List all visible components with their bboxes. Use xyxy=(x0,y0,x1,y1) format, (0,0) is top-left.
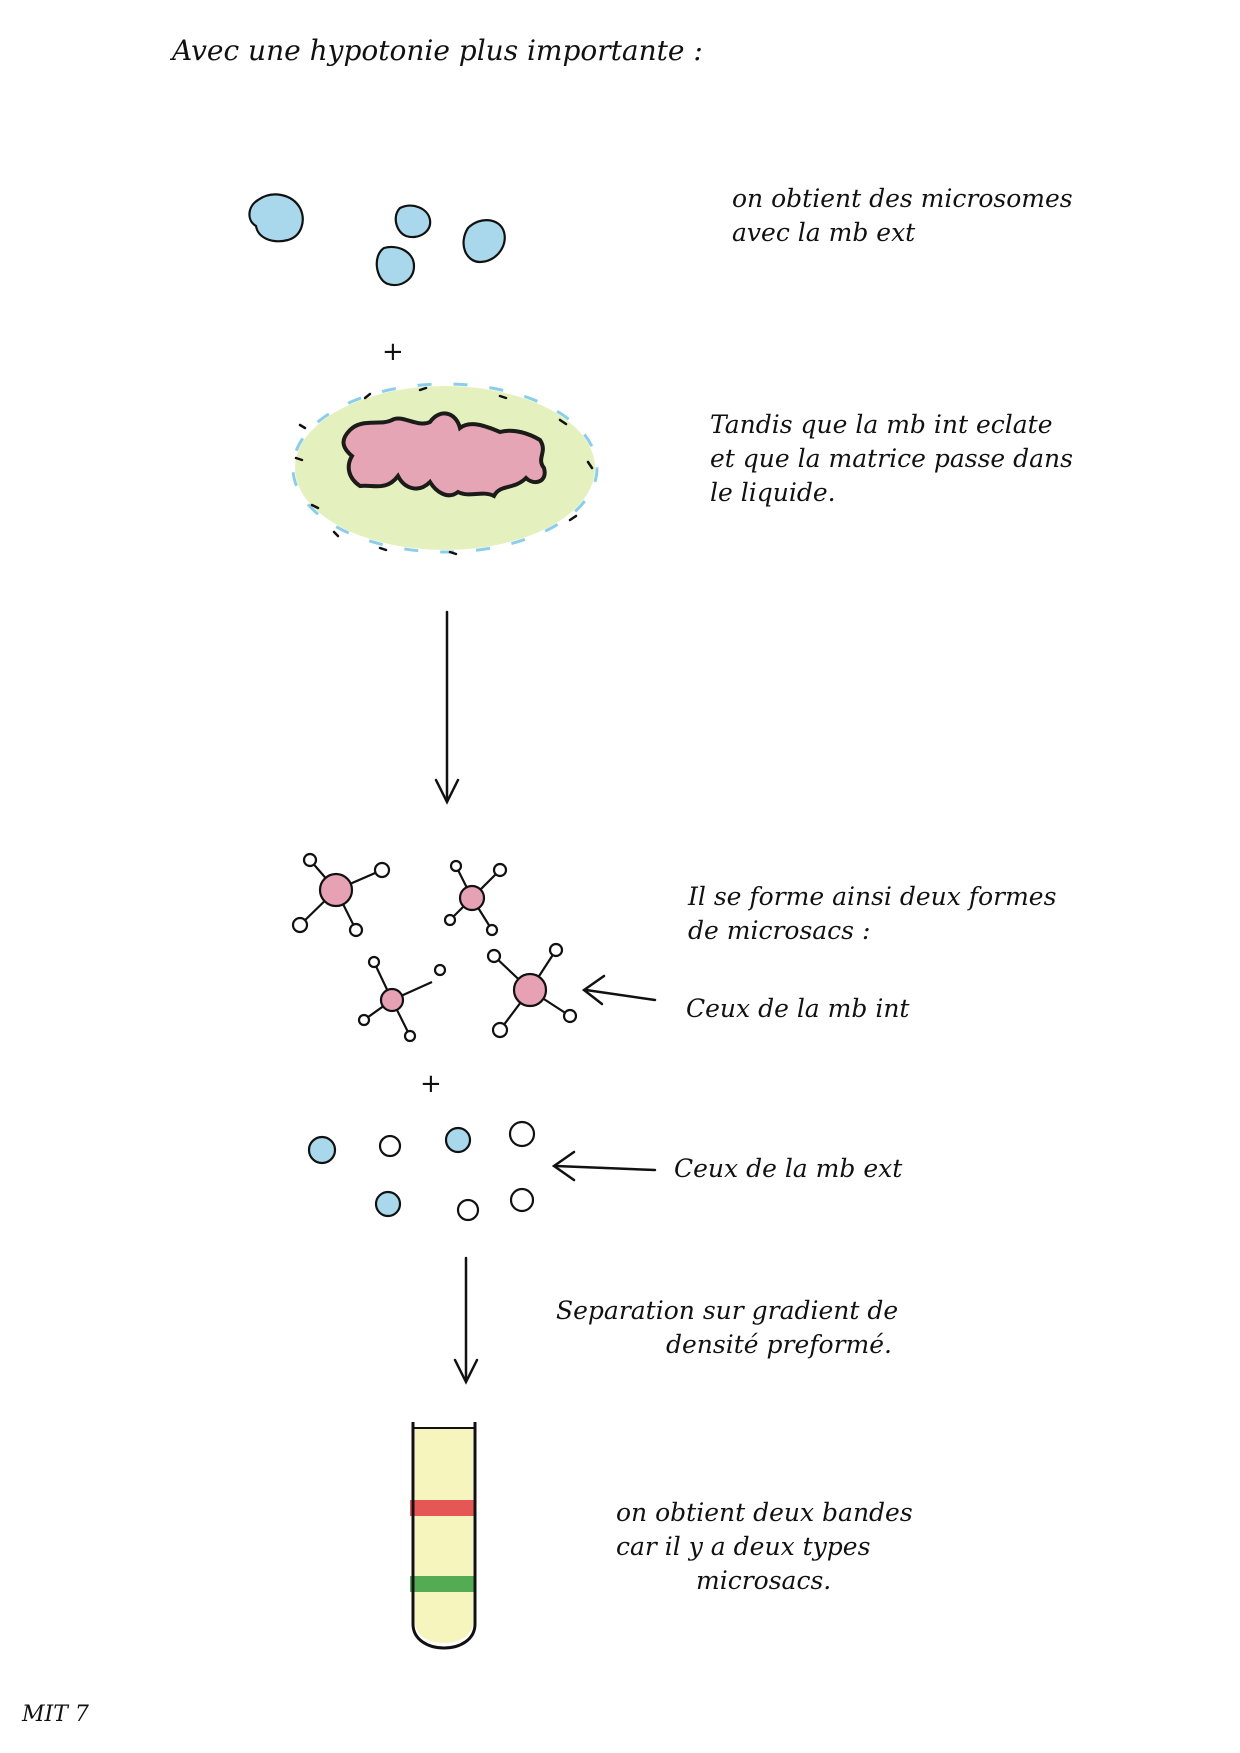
process-arrow-1 xyxy=(436,612,458,802)
microsac-cluster xyxy=(359,957,445,1041)
outer-membrane-microsomes xyxy=(249,194,504,285)
bursting-mitochondrion xyxy=(293,384,597,554)
microsac-cluster xyxy=(445,861,506,935)
band-inner-membrane xyxy=(410,1500,476,1516)
microsac xyxy=(376,1192,400,1216)
microsac xyxy=(380,1136,400,1156)
note-line: on obtient deux bandes xyxy=(616,1498,913,1527)
microsac xyxy=(511,1189,533,1211)
microsac-cluster xyxy=(293,854,389,936)
plus-sign-2: + xyxy=(420,1069,442,1099)
microsome xyxy=(396,206,430,237)
note-eclatement xyxy=(710,408,1073,509)
inner-membrane-microsacs xyxy=(293,854,576,1041)
note-line: Il se forme ainsi deux formes xyxy=(688,882,1057,911)
note-separation xyxy=(556,1294,898,1362)
band-outer-membrane xyxy=(410,1576,476,1592)
note-line: car il y a deux types xyxy=(616,1531,871,1561)
note-line: et que la matrice passe dans xyxy=(710,443,1073,473)
microsome xyxy=(249,194,302,241)
note-line: Separation sur gradient de xyxy=(556,1296,899,1325)
note-line: microsacs. xyxy=(696,1565,832,1595)
page-label: MIT 7 xyxy=(22,1702,89,1727)
plus-sign-1: + xyxy=(382,337,404,367)
outer-membrane-microsacs xyxy=(309,1122,534,1220)
microsac-cluster xyxy=(488,944,576,1037)
note-line: densité preformé. xyxy=(666,1329,892,1359)
pointer-arrow-inner xyxy=(584,976,655,1004)
page-title: Avec une hypotonie plus importante : xyxy=(172,34,703,67)
gradient-tube xyxy=(410,1422,476,1648)
note-line: de microsacs : xyxy=(688,915,871,945)
label-inner-membrane: Ceux de la mb int xyxy=(686,994,910,1023)
microsac xyxy=(458,1200,478,1220)
note-line: le liquide. xyxy=(710,477,836,507)
note-bandes xyxy=(616,1496,913,1597)
microsome xyxy=(464,220,505,262)
note-line: Tandis que la mb int eclate xyxy=(710,410,1053,439)
microsome xyxy=(377,247,414,285)
microsac xyxy=(446,1128,470,1152)
note-microsomes xyxy=(732,182,1073,250)
note-line: avec la mb ext xyxy=(732,217,916,247)
microsac xyxy=(510,1122,534,1146)
pointer-arrow-outer xyxy=(554,1152,655,1180)
note-line: on obtient des microsomes xyxy=(732,184,1073,213)
label-outer-membrane: Ceux de la mb ext xyxy=(674,1154,903,1183)
microsac xyxy=(309,1137,335,1163)
note-microsacs xyxy=(688,880,1056,948)
process-arrow-2 xyxy=(455,1258,477,1382)
tube-gradient-fill xyxy=(415,1428,473,1643)
